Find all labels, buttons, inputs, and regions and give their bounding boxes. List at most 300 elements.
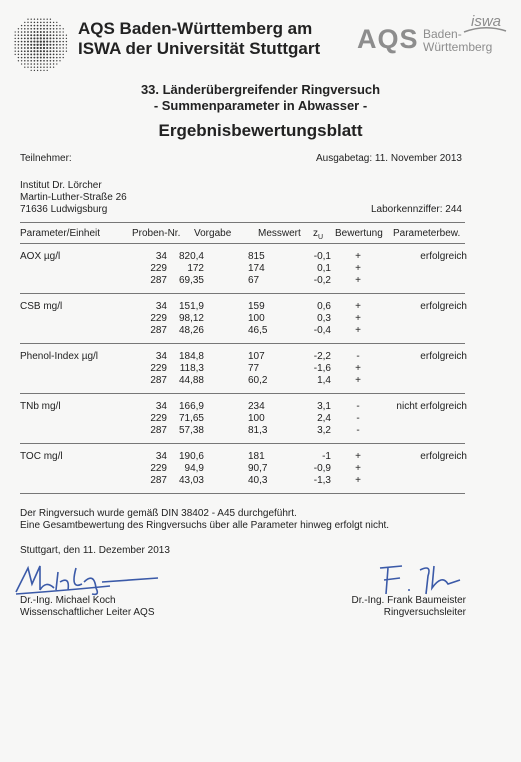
logo-dot (66, 44, 67, 45)
logo-dot (66, 35, 67, 36)
logo-dot (27, 28, 29, 30)
rating: + (355, 263, 361, 274)
sample-number: 34 (155, 251, 167, 262)
logo-dot (59, 41, 61, 43)
target-value: 48,26 (178, 325, 204, 336)
logo-dot (53, 22, 54, 23)
sample-number: 34 (155, 301, 167, 312)
logo-dot (56, 47, 58, 49)
logo-dot (37, 60, 39, 62)
logo-dot (46, 47, 48, 49)
logo-dot (43, 37, 45, 39)
measured-value: 815 (248, 251, 265, 262)
col-header-param-rating: Parameterbew. (393, 228, 461, 239)
target-value: 184,8 (178, 351, 204, 362)
logo-dot (49, 34, 51, 36)
logo-dot (34, 70, 35, 71)
logo-dot (24, 57, 26, 59)
logo-dot (50, 28, 52, 30)
logo-dot (24, 47, 26, 49)
sample-number: 287 (150, 275, 167, 286)
measured-value: 174 (248, 263, 265, 274)
logo-dot (33, 37, 35, 39)
logo-dot (37, 66, 38, 67)
logo-dot (43, 50, 45, 52)
measured-value: 100 (248, 313, 265, 324)
logo-dot (27, 22, 28, 23)
rating: - (356, 401, 360, 412)
logo-dot (34, 22, 36, 24)
logo-dot (59, 31, 60, 32)
right-signatory-name: Dr.-Ing. Frank Baumeister (351, 595, 466, 606)
logo-dot (49, 47, 51, 49)
logo-dot (24, 25, 25, 26)
logo-dot (62, 50, 63, 51)
logo-dot (27, 25, 29, 27)
logo-dot (27, 67, 28, 68)
logo-dot (46, 50, 48, 52)
param-name: TOC mg/l (20, 451, 63, 462)
logo-dot (34, 18, 35, 19)
logo-dot (53, 31, 55, 33)
logo-dot (21, 31, 23, 33)
logo-dot (21, 50, 23, 52)
note-line1: Der Ringversuch wurde gemäß DIN 38402 - A45 durchgeführt. (20, 508, 297, 519)
rating: - (356, 425, 360, 436)
logo-dot (59, 25, 60, 26)
logo-dot (30, 66, 31, 67)
logo-dot (33, 31, 35, 33)
logo-dot (46, 34, 48, 36)
logo-dot (56, 44, 58, 46)
logo-dot (24, 50, 26, 52)
logo-dot (62, 41, 63, 42)
measured-value: 77 (248, 363, 260, 374)
logo-dot (49, 53, 51, 55)
logo-dot (40, 34, 42, 36)
aqs-logo-sub1: Baden- (423, 27, 462, 41)
logo-dot (37, 53, 39, 55)
rating: + (355, 275, 361, 286)
measured-value: 181 (248, 451, 265, 462)
logo-dot (40, 44, 42, 46)
right-signatory-role: Ringversuchsleiter (383, 607, 466, 618)
logo-dot (24, 38, 26, 40)
measured-value: 107 (248, 351, 265, 362)
logo-dot (15, 35, 16, 36)
logo-dot (24, 67, 25, 68)
target-value: 69,35 (178, 275, 204, 286)
university-seal-logo (10, 14, 70, 74)
logo-dot (27, 31, 29, 33)
rating: + (355, 463, 361, 474)
col-header-zu: $z_U$ (313, 228, 324, 241)
z-score: -1,3 (313, 475, 331, 486)
target-value: 151,9 (178, 301, 204, 312)
rating: + (355, 475, 361, 486)
logo-dot (14, 38, 15, 39)
rating: + (355, 301, 361, 312)
z-score: -0,4 (313, 325, 331, 336)
param-overall-rating: erfolgreich (420, 301, 467, 312)
rating: + (355, 451, 361, 462)
logo-dot (33, 44, 35, 46)
param-overall-rating: erfolgreich (420, 251, 467, 262)
logo-dot (40, 22, 42, 24)
logo-dot (30, 22, 31, 23)
logo-dot (40, 37, 42, 39)
logo-dot (43, 22, 45, 24)
logo-dot (37, 18, 38, 19)
rating: - (356, 351, 360, 362)
sample-number: 229 (150, 263, 167, 274)
logo-dot (56, 50, 58, 52)
logo-dot (46, 22, 48, 24)
target-value: 118,3 (179, 363, 204, 374)
z-score: -1,6 (313, 363, 331, 374)
logo-dot (18, 31, 19, 32)
param-name: TNb mg/l (20, 401, 61, 412)
param-overall-rating: erfolgreich (420, 451, 467, 462)
logo-dot (33, 41, 35, 43)
target-value: 94,9 (184, 463, 204, 474)
logo-dot (30, 28, 32, 30)
param-name: CSB mg/l (20, 301, 63, 312)
logo-dot (30, 41, 32, 43)
logo-dot (31, 70, 32, 71)
logo-dot (49, 44, 51, 46)
logo-dot (63, 57, 64, 58)
rating: + (355, 313, 361, 324)
logo-dot (18, 44, 20, 46)
logo-dot (18, 54, 19, 55)
logo-dot (66, 38, 67, 39)
param-overall-rating: erfolgreich (420, 351, 467, 362)
logo-dot (34, 25, 36, 27)
logo-dot (40, 28, 42, 30)
logo-dot (56, 28, 58, 30)
participant-label: Teilnehmer: (20, 153, 72, 164)
logo-dot (59, 47, 61, 49)
logo-dot (33, 50, 35, 52)
logo-dot (27, 57, 29, 59)
logo-dot (53, 37, 55, 39)
logo-dot (47, 19, 48, 20)
logo-dot (21, 38, 23, 40)
logo-dot (46, 25, 48, 27)
rating: - (356, 413, 360, 424)
logo-dot (37, 70, 38, 71)
logo-dot (53, 63, 54, 64)
logo-dot (27, 63, 28, 64)
issue-date: Ausgabetag: 11. November 2013 (315, 153, 462, 164)
logo-dot (43, 63, 45, 65)
logo-dot (56, 34, 58, 36)
sample-number: 34 (155, 451, 167, 462)
sample-number: 229 (150, 363, 167, 374)
logo-dot (37, 34, 39, 36)
logo-dot (33, 47, 35, 49)
target-value: 44,88 (178, 375, 204, 386)
logo-dot (15, 51, 16, 52)
logo-dot (21, 41, 23, 43)
logo-dot (18, 50, 20, 52)
logo-dot (56, 38, 58, 40)
group-separator (20, 343, 465, 344)
logo-dot (34, 60, 36, 62)
measured-value: 90,7 (248, 463, 268, 474)
logo-dot (18, 57, 19, 58)
z-score: 0,3 (317, 313, 331, 324)
sample-number: 229 (150, 413, 167, 424)
logo-dot (50, 19, 51, 20)
table-header-rule (20, 243, 465, 244)
logo-dot (56, 22, 57, 23)
measured-value: 100 (248, 413, 265, 424)
note-line2: Eine Gesamtbewertung des Ringversuchs über alle Parameter hinweg erfolgt nicht. (20, 520, 390, 531)
col-header-measured: Messwert (258, 228, 301, 239)
logo-dot (21, 34, 23, 36)
logo-dot (62, 38, 63, 39)
z-score: 1,4 (317, 375, 331, 386)
target-value: 43,03 (178, 475, 204, 486)
logo-dot (59, 60, 60, 61)
logo-dot (24, 34, 26, 36)
title-line2: - Summenparameter in Abwasser - (153, 98, 368, 113)
z-score: 0,1 (317, 263, 331, 274)
logo-dot (62, 47, 63, 48)
logo-dot (37, 50, 39, 52)
logo-dot (43, 53, 45, 55)
logo-dot (30, 63, 32, 65)
logo-dot (43, 44, 45, 46)
logo-dot (24, 63, 25, 64)
logo-dot (43, 57, 45, 59)
logo-dot (31, 19, 32, 20)
sample-number: 287 (150, 475, 167, 486)
z-score: -0,2 (313, 275, 331, 286)
logo-dot (43, 25, 45, 27)
logo-dot (24, 22, 25, 23)
z-score: 2,4 (317, 413, 331, 424)
logo-dot (30, 47, 32, 49)
logo-dot (18, 34, 19, 35)
logo-dot (50, 25, 52, 27)
group-separator (20, 393, 465, 394)
logo-dot (27, 34, 29, 36)
logo-dot (50, 63, 52, 65)
measured-value: 234 (248, 401, 265, 412)
aqs-logo: AQS (357, 24, 419, 54)
logo-dot (27, 60, 29, 62)
logo-dot (24, 54, 26, 56)
logo-dot (53, 50, 55, 52)
logo-dot (46, 63, 48, 65)
org-name-line1: AQS Baden-Württemberg am (78, 19, 313, 38)
logo-dot (30, 57, 32, 59)
col-header-target: Vorgabe (194, 228, 232, 239)
logo-dot (27, 54, 29, 56)
address-line1: Institut Dr. Lörcher (20, 180, 102, 191)
logo-dot (43, 34, 45, 36)
logo-dot (30, 53, 32, 55)
logo-dot (46, 28, 48, 30)
logo-dot (30, 60, 32, 62)
measured-value: 159 (248, 301, 265, 312)
logo-dot (59, 28, 60, 29)
title-line1: 33. Länderübergreifender Ringversuch (140, 82, 381, 97)
logo-dot (66, 41, 67, 42)
logo-dot (43, 28, 45, 30)
logo-dot (21, 25, 22, 26)
logo-dot (34, 63, 36, 65)
logo-dot (53, 54, 55, 56)
measured-value: 46,5 (248, 325, 268, 336)
logo-dot (37, 37, 39, 39)
logo-dot (59, 44, 61, 46)
place-date: Stuttgart, den 11. Dezember 2013 (20, 545, 170, 556)
logo-dot (46, 31, 48, 33)
logo-dot (56, 57, 58, 59)
logo-dot (40, 50, 42, 52)
col-header-sample: Proben-Nr. (132, 228, 181, 239)
z-score: -1 (322, 451, 331, 462)
logo-dot (53, 34, 55, 36)
logo-dot (53, 41, 55, 43)
logo-dot (46, 44, 48, 46)
sample-number: 34 (155, 401, 167, 412)
logo-dot (21, 63, 22, 64)
logo-dot (40, 66, 41, 67)
target-value: 166,9 (178, 401, 204, 412)
rating: + (355, 251, 361, 262)
logo-dot (40, 40, 42, 42)
logo-dot (33, 53, 35, 55)
logo-dot (56, 25, 57, 26)
address-line3: 71636 Ludwigsburg (20, 204, 108, 215)
logo-dot (21, 60, 22, 61)
logo-dot (47, 70, 48, 71)
rating: + (355, 363, 361, 374)
logo-dot (53, 67, 54, 68)
param-name: AOX µg/l (20, 251, 61, 262)
logo-dot (46, 41, 48, 43)
param-overall-rating: nicht erfolgreich (396, 401, 467, 412)
measured-value: 40,3 (248, 475, 268, 486)
rating: + (355, 325, 361, 336)
logo-dot (46, 57, 48, 59)
logo-dot (24, 41, 26, 43)
signature-left (10, 560, 170, 600)
logo-dot (46, 37, 48, 39)
logo-dot (50, 31, 52, 33)
logo-dot (53, 47, 55, 49)
logo-dot (50, 60, 52, 62)
sample-number: 287 (150, 325, 167, 336)
col-header-rating: Bewertung (335, 228, 383, 239)
logo-dot (33, 34, 35, 36)
logo-dot (33, 57, 35, 59)
group-separator (20, 493, 465, 494)
logo-dot (40, 60, 42, 62)
sample-number: 287 (150, 375, 167, 386)
logo-dot (40, 63, 42, 65)
logo-dot (56, 60, 57, 61)
logo-dot (36, 44, 38, 46)
z-score: -2,2 (313, 351, 331, 362)
logo-dot (43, 40, 45, 42)
logo-dot (36, 47, 38, 49)
logo-dot (49, 50, 51, 52)
lab-code: Laborkennziffer: 244 (371, 204, 462, 215)
logo-dot (40, 25, 42, 27)
logo-dot (62, 34, 63, 35)
logo-dot (37, 25, 39, 27)
logo-dot (27, 44, 29, 46)
logo-dot (36, 40, 38, 42)
target-value: 172 (187, 263, 204, 274)
logo-dot (18, 60, 19, 61)
aqs-logo-sub2: Württemberg (423, 40, 493, 54)
logo-dot (40, 31, 42, 33)
zu-symbol: z (313, 228, 318, 239)
logo-dot (40, 47, 42, 49)
z-score: -0,1 (313, 251, 331, 262)
logo-dot (43, 70, 44, 71)
z-score: 0,6 (317, 301, 331, 312)
logo-dot (59, 57, 60, 58)
logo-dot (56, 41, 58, 43)
logo-dot (15, 31, 16, 32)
logo-dot (53, 60, 55, 62)
logo-dot (56, 31, 58, 33)
logo-dot (59, 34, 61, 36)
logo-dot (43, 47, 45, 49)
z-score: 3,1 (317, 401, 331, 412)
logo-dot (59, 54, 61, 56)
target-value: 820,4 (178, 251, 204, 262)
logo-dot (21, 28, 22, 29)
logo-dot (63, 28, 64, 29)
address-line2: Martin-Luther-Straße 26 (20, 192, 127, 203)
logo-dot (34, 28, 36, 30)
logo-dot (18, 28, 19, 29)
logo-dot (30, 25, 32, 27)
logo-dot (56, 54, 58, 56)
signature-right (372, 562, 462, 598)
logo-dot (37, 57, 39, 59)
logo-dot (59, 50, 61, 52)
logo-dot (27, 50, 29, 52)
left-signatory-role: Wissenschaftlicher Leiter AQS (20, 607, 155, 618)
logo-dot (30, 37, 32, 39)
logo-dot (21, 54, 23, 56)
iswa-swoosh-icon (463, 26, 507, 34)
logo-dot (59, 38, 61, 40)
logo-dot (43, 60, 45, 62)
logo-dot (62, 54, 63, 55)
logo-dot (56, 63, 57, 64)
logo-dot (49, 37, 51, 39)
sample-number: 229 (150, 313, 167, 324)
logo-dot (37, 28, 39, 30)
logo-dot (66, 47, 67, 48)
logo-dot (18, 41, 20, 43)
logo-dot (37, 22, 39, 24)
table-top-rule (20, 222, 465, 223)
target-value: 57,38 (178, 425, 204, 436)
logo-dot (30, 50, 32, 52)
